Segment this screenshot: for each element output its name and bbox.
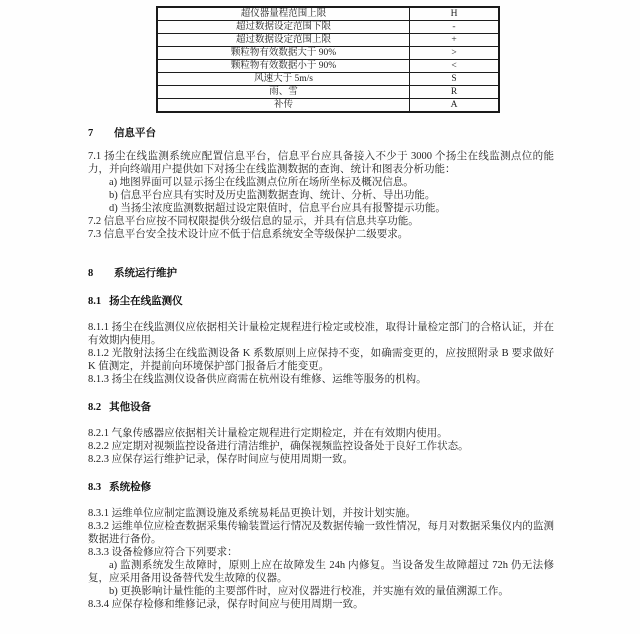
subsection-8-1-heading — [88, 295, 554, 308]
subsection-number: 8.1 — [88, 296, 102, 307]
document-body — [88, 0, 554, 611]
clause-8-3-2: 8.3.2 运维单位应检查数据采集传输装置运行情况及数据传输一致性情况，每月对数据采集仪内的监测数据进行备份。 — [88, 521, 554, 545]
subsection-title: 扬尘在线监测仪 — [109, 296, 183, 307]
subsection-8-2-heading — [88, 401, 554, 414]
clause-7-3: 7.3 信息平台安全技术设计应不低于信息系统安全等级保护二级要求。 — [88, 229, 409, 240]
flag-code-cell: A — [410, 99, 500, 113]
clause-8-2-1: 8.2.1 气象传感器应依据相关计量检定规程进行定期检定，并在有效期内使用。 — [88, 428, 448, 439]
clause-8-2-3: 8.2.3 应保存运行维护记录，保存时间应与使用周期一致。 — [88, 454, 354, 465]
subsection-title: 系统检修 — [109, 482, 152, 493]
section-7-heading — [88, 127, 554, 140]
clause-8-3-1: 8.3.1 运维单位应制定监测设施及系统易耗品更换计划，并按计划实施。 — [88, 508, 417, 519]
clause-7-2: 7.2 信息平台应按不同权限提供分级信息的显示，并具有信息共享功能。 — [88, 216, 419, 227]
subsection-number: 8.3 — [88, 482, 102, 493]
section-number: 7 — [88, 128, 94, 139]
clause-7-1: 7.1 扬尘在线监测系统应配置信息平台，信息平台应具备接入不少于 3000 个扬尘在线监测点位的能力，并向终端用户提供如下对扬尘在线监测数据的查询、统计和图表分析功能： — [88, 151, 554, 175]
flag-desc-cell: 超仪器量程范围上限 — [157, 7, 410, 21]
clause-8-1-1: 8.1.1 扬尘在线监测仪应依据相关计量检定规程进行检定或校准，取得计量检定部门的合格认证，并在有效期内使用。 — [88, 322, 554, 346]
flag-code-cell: - — [410, 21, 500, 34]
subsection-8-3-heading — [88, 481, 554, 494]
section-number: 8 — [88, 268, 94, 279]
flag-code-cell: + — [410, 34, 500, 47]
clause-8-2-2: 8.2.2 应定期对视频监控设备进行清洁维护，确保视频监控设备处于良好工作状态。 — [88, 441, 469, 452]
clause-8-3-4: 8.3.4 应保存检修和维修记录，保存时间应与使用周期一致。 — [88, 599, 364, 610]
clause-8-1-2: 8.1.2 光散射法扬尘在线监测设备 K 系数原则上应保持不变，如确需变更的，应按照附录 B 要求做好 K 值测定，并提前向环境保护部门报备后才能变更。 — [88, 348, 554, 372]
flag-desc-cell: 补传 — [157, 99, 410, 113]
clause-7-1-item-b: b) 信息平台应具有实时及历史监测数据查询、统计、分析、导出功能。 — [109, 190, 436, 201]
section-title: 系统运行维护 — [114, 268, 177, 279]
flag-code-cell: H — [410, 7, 500, 21]
flag-desc-cell: 雨、雪 — [157, 86, 410, 99]
section-title: 信息平台 — [114, 128, 156, 139]
clause-7-1-item-a: a) 地图界面可以显示扬尘在线监测点位所在场所坐标及概况信息。 — [109, 177, 414, 188]
flag-desc-cell: 风速大于 5m/s — [157, 73, 410, 86]
flag-code-cell: R — [410, 86, 500, 99]
clause-8-3-3-item-a: a) 监测系统发生故障时，原则上应在故障发生 24h 内修复。当设备发生故障超过 72h 仍无法修复，应采用备用设备替代发生故障的仪器。 — [88, 560, 554, 584]
flag-desc-cell: 颗粒物有效数据大于 90% — [157, 47, 410, 60]
clause-8-3-3: 8.3.3 设备检修应符合下列要求： — [88, 547, 238, 558]
clause-7-1-item-d: d) 当扬尘浓度监测数据超过设定限值时，信息平台应具有报警提示功能。 — [109, 203, 446, 214]
flag-code-cell: > — [410, 47, 500, 60]
flag-desc-cell: 超过数据设定范围上限 — [157, 34, 410, 47]
flag-code-cell: < — [410, 60, 500, 73]
subsection-title: 其他设备 — [109, 402, 152, 413]
flag-code-cell: S — [410, 73, 500, 86]
flag-desc-cell: 超过数据设定范围下限 — [157, 21, 410, 34]
flag-desc-cell: 颗粒物有效数据小于 90% — [157, 60, 410, 73]
subsection-number: 8.2 — [88, 402, 102, 413]
clause-8-1-3: 8.1.3 扬尘在线监测仪设备供应商需在杭州设有维修、运维等服务的机构。 — [88, 374, 427, 385]
section-8-heading — [88, 267, 554, 280]
clause-8-3-3-item-b: b) 更换影响计量性能的主要部件时，应对仪器进行校准，并实施有效的量值溯源工作。 — [109, 586, 509, 597]
